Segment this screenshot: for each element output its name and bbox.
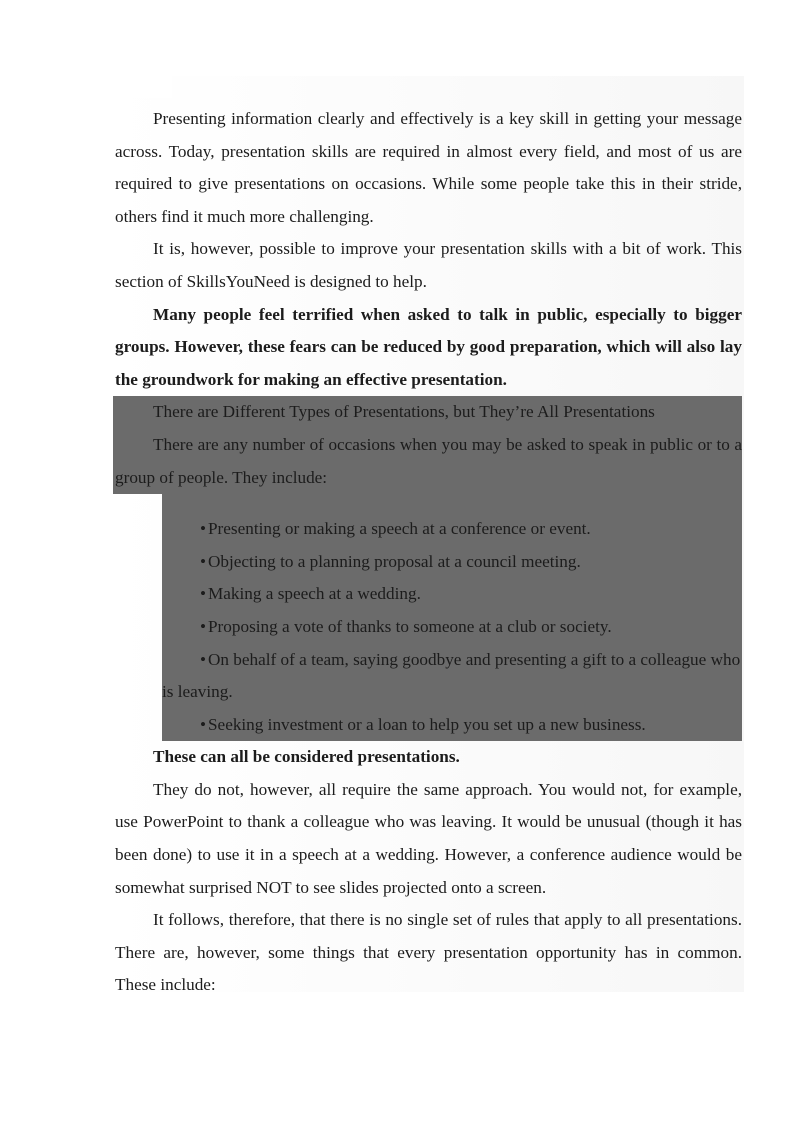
- paragraph-help: It is, however, possible to improve your presentation skills with a bit of work. This section of SkillsYouNeed is designed to help.: [115, 239, 742, 291]
- list-item: • Seeking investment or a loan to help you set up a new business.: [162, 709, 742, 742]
- list-item: • Proposing a vote of thanks to someone at a club or society.: [162, 611, 742, 644]
- section-heading: There are Different Types of Presentations, but They’re All Presentations: [153, 402, 655, 422]
- occasions-list: [162, 513, 742, 741]
- paragraph-summary: These can all be considered presentations.: [153, 747, 460, 767]
- section-intro: There are any number of occasions when you may be asked to speak in public or to a group of people. They include:: [115, 434, 742, 487]
- list-item: • Presenting or making a speech at a conference or event.: [162, 513, 742, 546]
- types-section: [113, 396, 742, 494]
- list-item: • Objecting to a planning proposal at a council meeting.: [162, 546, 742, 579]
- bullet-icon: •: [200, 551, 207, 571]
- document-body: [115, 103, 742, 1002]
- bullet-icon: •: [200, 714, 207, 734]
- paragraph-rules: It follows, therefore, that there is no single set of rules that apply to all presentations. There are, however, some things that every presentation opportunity has in common. These include:: [115, 910, 742, 995]
- list-item: • Making a speech at a wedding.: [162, 578, 742, 611]
- bullet-icon: •: [200, 519, 207, 539]
- list-item: • On behalf of a team, saying goodbye and presenting a gift to a colleague who is leaving.: [162, 644, 742, 709]
- bullet-icon: •: [200, 649, 207, 669]
- paragraph-intro: Presenting information clearly and effectively is a key skill in getting your message across. Today, presentation skills are required in almost every field, and most of us are required to give presentations on occasions. While some people take this in their stride, others find it much more challenging.: [115, 109, 742, 226]
- paragraph-approach: They do not, however, all require the same approach. You would not, for example, use PowerPoint to thank a colleague who was leaving. It would be unusual (though it has been done) to use it in a speech at a wedding. However, a conference audience would be somewhat surprised NOT to see slides projected onto a screen.: [115, 779, 742, 897]
- bullet-icon: •: [200, 616, 207, 636]
- bullet-icon: •: [200, 584, 207, 604]
- occasions-list-wrap: [162, 494, 742, 741]
- paragraph-fears: Many people feel terrified when asked to talk in public, especially to bigger groups. However, these fears can be reduced by good preparation, which will also lay the groundwork for making an effective presentation.: [115, 304, 742, 389]
